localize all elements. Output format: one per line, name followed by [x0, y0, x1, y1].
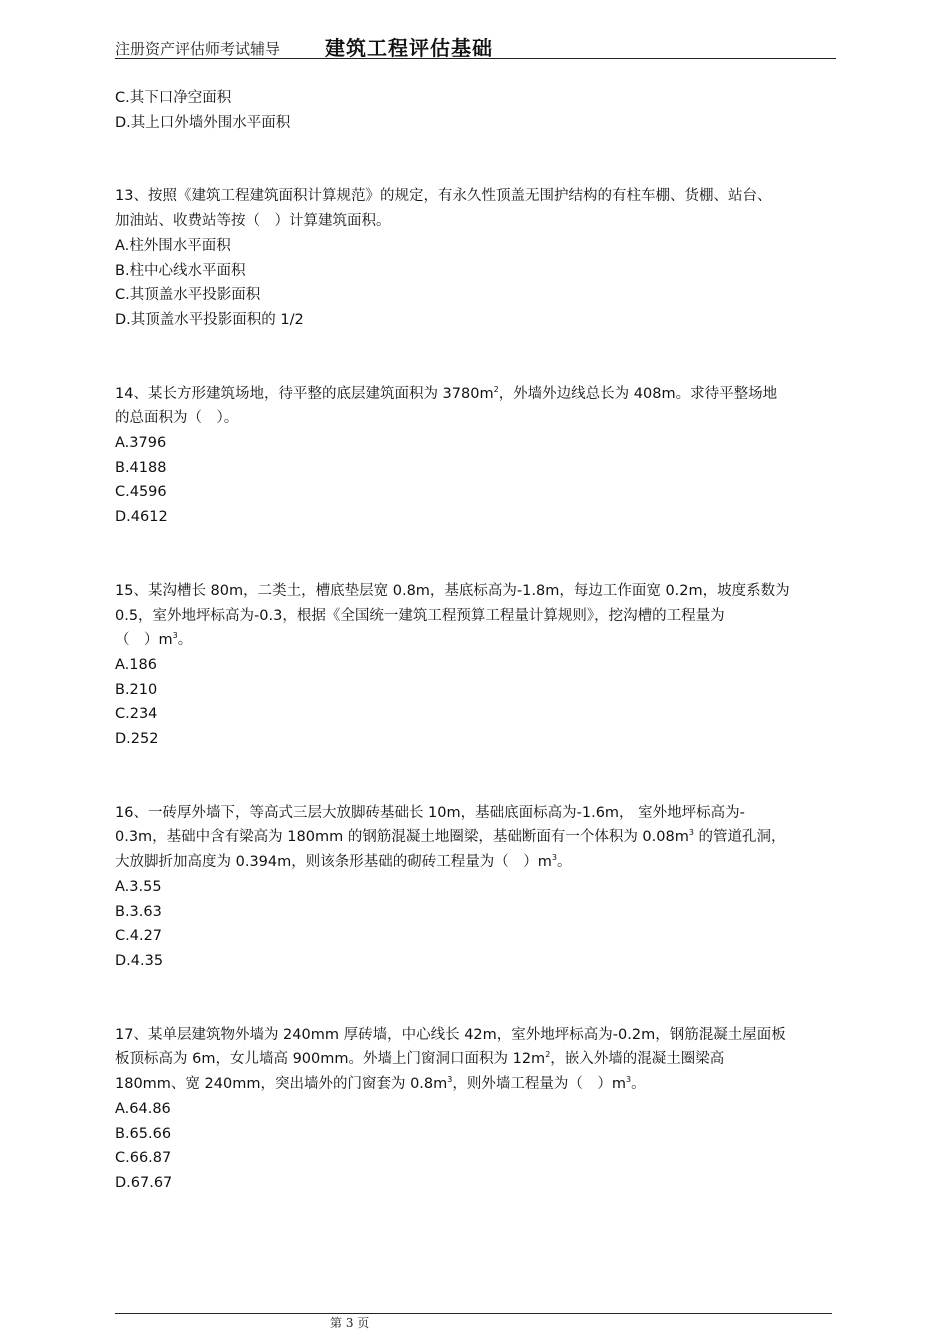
question-stem-line: 加油站、收费站等按（ ）计算建筑面积。	[115, 213, 391, 230]
answer-option: C.4596	[115, 484, 167, 501]
question-stem-line: 0.3m，基础中含有梁高为 180mm 的钢筋混凝土地圈梁，基础断面有一个体积为 $0.08m^3$ 的管道孔洞，	[115, 828, 786, 846]
question-stem-line: 13、按照《建筑工程建筑面积计算规范》的规定，有永久性顶盖无围护结构的有柱车棚、货棚、站台、	[115, 188, 772, 205]
answer-option: D.其上口外墙外围水平面积	[115, 114, 291, 131]
question-block	[115, 1023, 845, 1196]
question-stem-line: 16、一砖厚外墙下，等高式三层大放脚砖基础长 10m，基础底面标高为-1.6m， 室外地坪标高为-	[115, 804, 745, 821]
answer-option: C.其顶盖水平投影面积	[115, 287, 261, 304]
question-block	[115, 382, 845, 530]
question-stem-line: 的总面积为（ ）。	[115, 410, 239, 427]
question-block	[115, 579, 845, 752]
answer-option: B.65.66	[115, 1125, 172, 1142]
answer-option: C.66.87	[115, 1150, 172, 1167]
question-stem-line: 14、某长方形建筑场地，待平整的底层建筑面积为 $3780m^2$，外墙外边线总长为 408m。求待平整场地	[115, 384, 778, 402]
question-list	[115, 86, 845, 1196]
page-header	[115, 30, 836, 59]
answer-option: C.其下口净空面积	[115, 90, 232, 106]
question-block	[115, 86, 845, 135]
footer-rule	[115, 1313, 832, 1314]
answer-option: A.64.86	[115, 1100, 171, 1117]
question-block	[115, 801, 845, 974]
answer-option: D.4612	[115, 509, 168, 526]
answer-option: B.4188	[115, 459, 167, 476]
header-course-label: 注册资产评估师考试辅导	[115, 40, 281, 58]
question-stem-line: 板顶标高为 6m，女儿墙高 900mm。外墙上门窗洞口面积为 $12m^2$，嵌入外墙的混凝土圈梁高	[115, 1050, 725, 1068]
question-stem-line: 大放脚折加高度为 0.394m，则该条形基础的砌砖工程量为（ ）$m^3$。	[115, 853, 572, 871]
answer-option: A.186	[115, 656, 157, 673]
answer-option: D.67.67	[115, 1174, 173, 1191]
question-stem-line: 180mm、宽 240mm，突出墙外的门窗套为 $0.8m^3$，则外墙工程量为（ ）$m^3$。	[115, 1075, 646, 1093]
answer-option: D.252	[115, 731, 159, 748]
answer-option: A.3796	[115, 435, 167, 452]
question-stem-line: 17、某单层建筑物外墙为 240mm 厚砖墙，中心线长 42m，室外地坪标高为-0.2m，钢筋混凝土屋面板	[115, 1026, 786, 1043]
header-subject-title: 建筑工程评估基础	[325, 36, 493, 60]
answer-option: C.4.27	[115, 928, 163, 945]
answer-option: B.3.63	[115, 903, 162, 920]
answer-option: B.210	[115, 681, 158, 698]
question-stem-line: 15、某沟槽长 80m，二类土，槽底垫层宽 0.8m，基底标高为-1.8m，每边工作面宽 0.2m，坡度系数为	[115, 582, 790, 599]
question-block	[115, 184, 845, 332]
answer-option: C.234	[115, 706, 158, 723]
page-number: 第 3 页	[330, 1316, 370, 1330]
question-stem-line: （ ）$m^3$。	[115, 631, 193, 649]
answer-option: A.柱外围水平面积	[115, 237, 231, 254]
answer-option: D.4.35	[115, 952, 164, 969]
answer-option: A.3.55	[115, 878, 162, 895]
answer-option: B.柱中心线水平面积	[115, 262, 246, 279]
answer-option: D.其顶盖水平投影面积的 1/2	[115, 311, 304, 328]
question-stem-line: 0.5，室外地坪标高为-0.3，根据《全国统一建筑工程预算工程量计算规则》，挖沟槽的工程量为	[115, 607, 725, 624]
